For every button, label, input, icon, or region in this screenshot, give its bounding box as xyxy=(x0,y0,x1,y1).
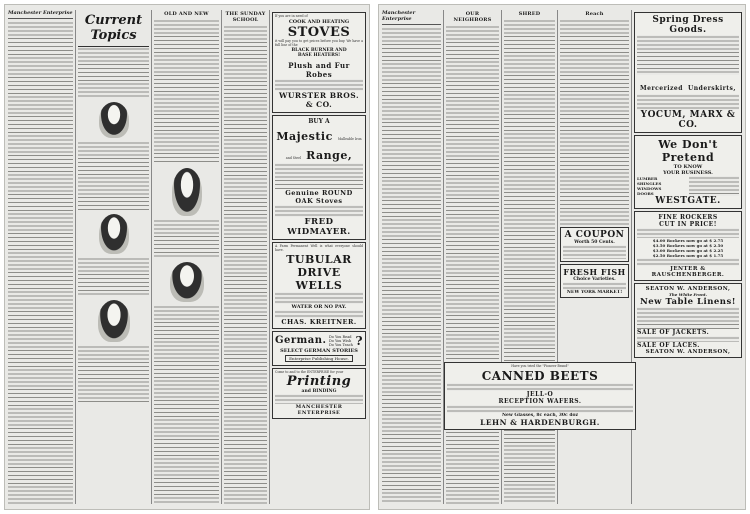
left-col-3 xyxy=(152,10,222,504)
col3-heading: OLD AND NEW xyxy=(164,11,209,17)
right-page xyxy=(378,4,746,510)
left-col-2 xyxy=(76,10,152,504)
left-col-ads xyxy=(270,10,368,504)
portrait-woman xyxy=(99,102,129,138)
right-col-2: OUR NEIGHBORS xyxy=(444,10,502,504)
lumber-ad: We Don't Pretend TO KNOW YOUR BUSINESS. LUMBER SHINGLES WINDOWS DOORS WESTGATE. xyxy=(634,135,742,209)
portrait-man-1 xyxy=(99,214,129,254)
wells-ad: A Farm Permanent Well is what everyone should have. TUBULAR DRIVE WELLS WATER OR NO PAY. CHAS. KREITNER. xyxy=(272,242,366,329)
rockers-ad: FINE ROCKERS CUT IN PRICE! $4.00 Rockers now go at $ 2.75 $3.50 Rockers now go at $ 2.50 $3.00 Rockers now go at $ 2.25 $2.50 Rockers now go at $ 1.75 JENTER & RAUSCHENBERGER. xyxy=(634,211,742,281)
fish-ad: FRESH FISH Choice Varieties. NEW YORK MARKET! xyxy=(560,264,629,298)
printing-ad: Come to and to the ENTERPRISE for your Printing and BINDING MANCHESTER ENTERPRISE xyxy=(272,368,366,420)
canned-beets-ad: Have you tried the "Pioneer Brand" CANNED BEETS JELL-O RECEPTION WAFERS. New Glasses, 8c each, 30c doz LEHN & HARDENBURGH. xyxy=(444,362,636,430)
current-topics-title: Current Topics xyxy=(78,10,149,47)
linens-ad: SEATON W. ANDERSON, The White Front. New Table Linens! SALE OF JACKETS. SALE OF LACES. SEATON W. ANDERSON, xyxy=(634,283,742,358)
wurster-heading: WURSTER BROS. & CO. xyxy=(278,90,360,109)
right-col-3: SHRED xyxy=(502,10,558,504)
right-col-4: Reach A COUPON Worth 50 Cents. FRESH FISH Choice Varieties. NEW YORK MARKET! xyxy=(558,10,632,504)
col4-heading: THE SUNDAY SCHOOL xyxy=(225,11,266,23)
portrait-woman-2 xyxy=(170,262,204,302)
spring-dress-ad: Spring Dress Goods. Mercerized Underskirts, YOCUM, MARX & CO. xyxy=(634,12,742,133)
article-text xyxy=(8,21,73,504)
left-col-1 xyxy=(6,10,76,504)
stoves-heading: STOVES xyxy=(287,24,351,40)
majestic-ad: BUY A Majestic Malleable Iron and Steel Range, Genuine ROUND OAK Stoves FRED WIDMAYER. xyxy=(272,115,366,240)
right-col-ads xyxy=(632,10,744,504)
portrait-man-2 xyxy=(98,300,130,342)
page-gutter xyxy=(370,0,378,514)
left-page xyxy=(4,4,370,510)
right-col-1 xyxy=(380,10,444,504)
left-col-4 xyxy=(222,10,270,504)
german-ad: German. Do You Read Do You Wish Do You Teach ? SELECT GERMAN STORIES Enterprise Publishing House. xyxy=(272,331,366,366)
masthead-right: Manchester Enterprise xyxy=(382,10,416,22)
portrait-man-3 xyxy=(172,168,202,216)
stoves-ad: If you are in need of COOK AND HEATING STOVES it will pay you to get prices before you buy. We have a full line of the BLACK BURNER AND BASE HEATERS! Plush and Fur Robes WURSTER BROS. & CO. xyxy=(272,12,366,113)
widmayer-heading: FRED WIDMAYER. xyxy=(287,216,351,237)
coupon-ad: A COUPON Worth 50 Cents. xyxy=(560,227,629,262)
masthead: Manchester Enterprise xyxy=(8,10,73,16)
